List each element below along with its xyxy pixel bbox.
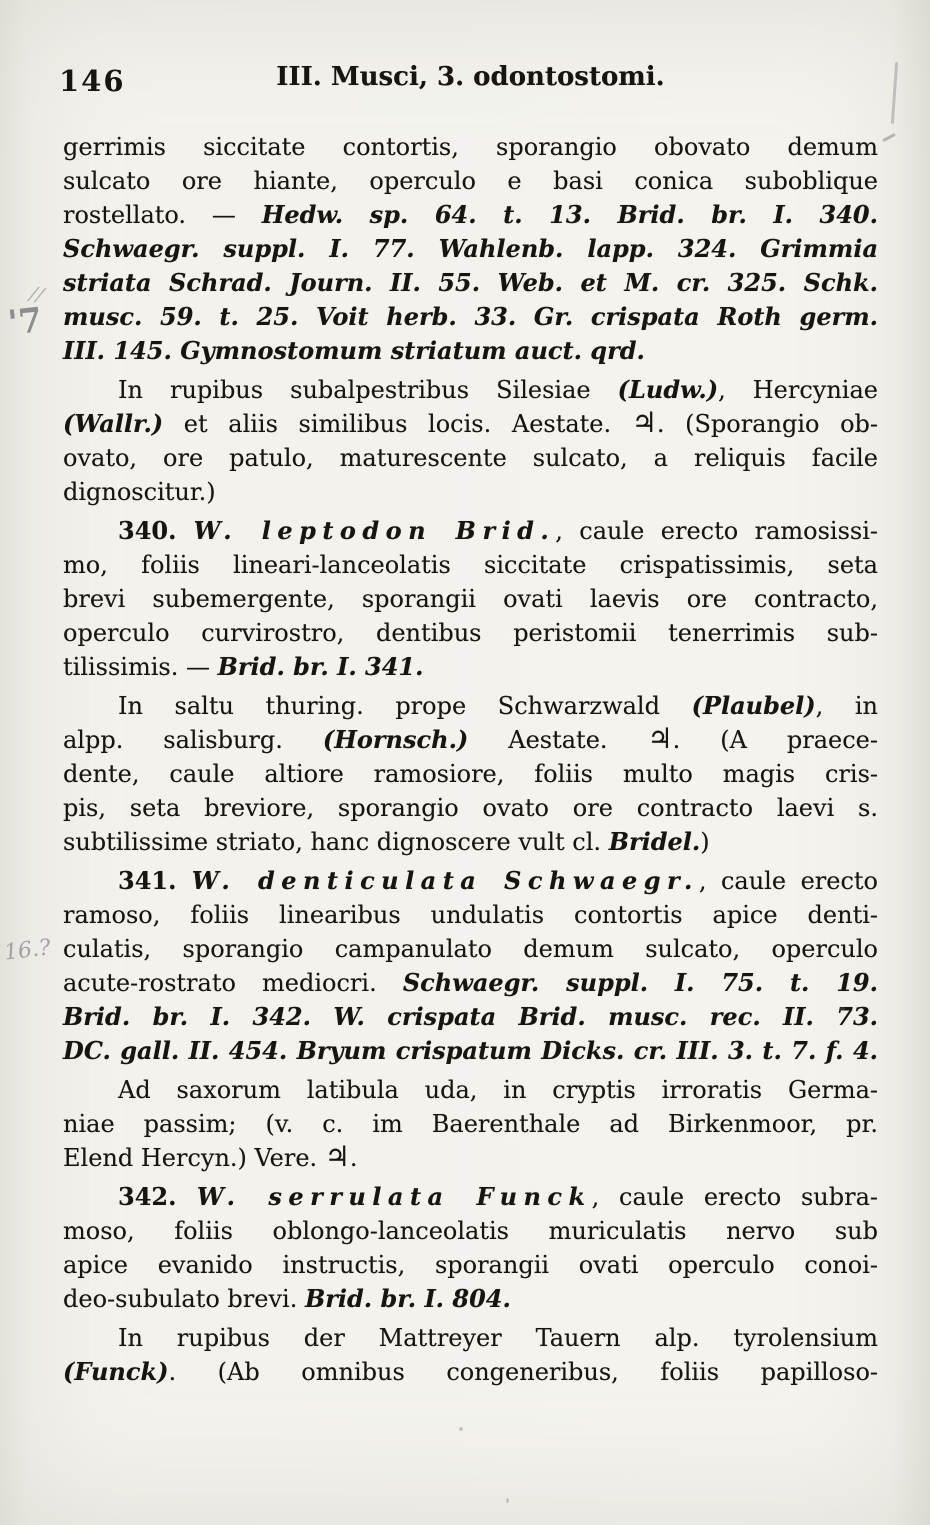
- text-segment: W. denticulata Schwaegr.: [191, 866, 699, 895]
- text-segment: culatis, sporangio campanulato demum sulcato, operculo: [63, 935, 878, 963]
- text-segment: .: [349, 1144, 358, 1172]
- paragraph: [63, 514, 878, 684]
- text-segment: ovato, ore patulo, maturescente sulcato, a reliquis facile: [63, 444, 878, 472]
- perennial-symbol: ♃: [631, 406, 657, 439]
- text-segment: Brid. br. I. 804.: [304, 1284, 511, 1313]
- text-segment: (Plaubel): [691, 691, 816, 720]
- text-segment: In rupibus subalpestribus Silesiae: [118, 376, 618, 404]
- pencil-mark-slashes: //: [27, 280, 46, 308]
- text-segment: subtilissime striato, hanc dignoscere vult cl.: [63, 828, 609, 856]
- text-segment: Bridel.: [608, 827, 701, 856]
- text-segment: . (Sporangio ob-: [656, 410, 879, 438]
- text-segment: mo, foliis lineari-lanceolatis siccitate crispatissimis, seta: [63, 551, 878, 579]
- text-segment: sulcato ore hiante, operculo e basi conica suboblique: [63, 167, 878, 195]
- text-line: [63, 616, 878, 650]
- page-number: 146: [59, 64, 126, 98]
- paragraph: [63, 373, 878, 509]
- text-line: [63, 1214, 878, 1248]
- text-line: [63, 1034, 878, 1068]
- pencil-mark-mid: 16.?: [2, 935, 53, 966]
- text-segment: (Wallr.): [63, 409, 164, 438]
- dust-speck: [506, 1498, 509, 1503]
- text-line: [63, 232, 878, 266]
- text-line: [63, 582, 878, 616]
- text-line: [63, 1000, 878, 1034]
- text-line: [63, 723, 878, 757]
- perennial-symbol: ♃: [324, 1140, 350, 1173]
- text-segment: III. 145. Gymnostomum striatum auct. qrd.: [63, 336, 645, 365]
- text-segment: acute-rostrato mediocri.: [63, 969, 403, 997]
- text-segment: rostellato. —: [63, 201, 262, 229]
- text-segment: , caule erecto subra-: [591, 1183, 878, 1211]
- text-segment: moso, foliis oblongo-lanceolatis muriculatis nervo sub: [63, 1217, 878, 1245]
- text-segment: operculo curvirostro, dentibus peristomii tenerrimis sub-: [63, 619, 878, 647]
- paragraph: [63, 130, 878, 368]
- text-segment: pis, seta breviore, sporangio ovato ore contracto laevi s.: [63, 794, 878, 822]
- paragraph: [63, 689, 878, 859]
- text-line: [63, 898, 878, 932]
- text-line: [63, 1141, 878, 1175]
- paragraph: [63, 1073, 878, 1175]
- text-line: [63, 966, 878, 1000]
- text-line: [63, 1282, 878, 1316]
- text-segment: Schwaegr. suppl. I. 77. Wahlenb. lapp. 324. Grimmia: [63, 234, 878, 263]
- text-line: [63, 1180, 878, 1214]
- text-segment: Schwaegr. suppl. I. 75. t. 19.: [402, 968, 878, 997]
- text-segment: ramoso, foliis linearibus undulatis contortis apice denti-: [63, 901, 878, 929]
- pencil-mark-upper: '7: [6, 300, 45, 344]
- text-line: [63, 1073, 878, 1107]
- text-line: [63, 689, 878, 723]
- text-line: [63, 1355, 878, 1389]
- text-segment: striata Schrad. Journ. II. 55. Web. et M. cr. 325. Schk.: [63, 268, 878, 297]
- text-segment: brevi subemergente, sporangii ovati laevis ore contracto,: [63, 585, 878, 613]
- text-segment: et aliis similibus locis. Aestate.: [163, 410, 632, 438]
- text-line: [63, 791, 878, 825]
- text-line: [63, 373, 878, 407]
- text-segment: Hedw. sp. 64. t. 13. Brid. br. I. 340.: [261, 200, 878, 229]
- text-segment: DC. gall. II. 454. Bryum crispatum Dicks. cr. III. 3. t. 7. f. 4.: [63, 1036, 878, 1065]
- text-segment: . (A praece-: [672, 726, 878, 754]
- text-segment: apice evanido instructis, sporangii ovati operculo conoi-: [63, 1251, 878, 1279]
- text-line: [63, 164, 878, 198]
- running-header: III. Musci, 3. odontostomi.: [276, 62, 665, 92]
- text-line: [63, 864, 878, 898]
- text-line: [63, 757, 878, 791]
- text-line: [63, 825, 878, 859]
- text-line: [63, 198, 878, 232]
- text-segment: 342.: [118, 1182, 197, 1211]
- pencil-tick-right: [882, 133, 896, 142]
- text-segment: In rupibus der Mattreyer Tauern alp. tyrolensium: [118, 1324, 878, 1352]
- text-line: [63, 932, 878, 966]
- page-header: [59, 62, 878, 102]
- dust-speck: [840, 1007, 845, 1011]
- text-segment: gerrimis siccitate contortis, sporangio obovato demum: [63, 133, 878, 161]
- text-segment: Elend Hercyn.) Vere.: [63, 1144, 325, 1172]
- text-segment: dente, caule altiore ramosiore, foliis multo magis cris-: [63, 760, 878, 788]
- text-segment: Ad saxorum latibula uda, in cryptis irroratis Germa-: [118, 1076, 878, 1104]
- text-line: [63, 300, 878, 334]
- text-line: [63, 407, 878, 441]
- text-line: [63, 514, 878, 548]
- text-line: [63, 441, 878, 475]
- text-segment: Brid. br. I. 341.: [217, 652, 424, 681]
- text-segment: deo-subulato brevi.: [63, 1285, 305, 1313]
- text-segment: . (Ab omnibus congeneribus, foliis papilloso-: [168, 1358, 878, 1386]
- text-segment: Aestate.: [468, 726, 648, 754]
- text-line: [63, 650, 878, 684]
- paragraph: [63, 864, 878, 1068]
- paragraph: [63, 1321, 878, 1389]
- text-segment: musc. 59. t. 25. Voit herb. 33. Gr. crispata Roth germ.: [63, 302, 878, 331]
- text-segment: tilissimis. —: [63, 653, 218, 681]
- text-segment: dignoscitur.): [63, 478, 216, 506]
- text-segment: 341.: [118, 866, 192, 895]
- text-line: [63, 548, 878, 582]
- text-line: [63, 1248, 878, 1282]
- text-segment: In saltu thuring. prope Schwarzwald: [118, 692, 692, 720]
- text-segment: W. leptodon Brid.: [193, 516, 556, 545]
- text-segment: (Ludw.): [617, 375, 719, 404]
- text-segment: W. serrulata Funck: [196, 1182, 592, 1211]
- paragraph: [63, 1180, 878, 1316]
- text-line: [63, 130, 878, 164]
- text-segment: alpp. salisburg.: [63, 726, 323, 754]
- text-segment: , in: [815, 692, 878, 720]
- text-segment: (Funck): [63, 1357, 169, 1386]
- text-line: [63, 475, 878, 509]
- text-segment: , Hercyniae: [718, 376, 878, 404]
- perennial-symbol: ♃: [647, 722, 673, 755]
- text-segment: 340.: [118, 516, 194, 545]
- text-segment: , caule erecto: [698, 867, 879, 895]
- text-segment: niae passim; (v. c. im Baerenthale ad Birkenmoor, pr.: [63, 1110, 878, 1138]
- dust-speck: [459, 1427, 463, 1431]
- text-line: [63, 1107, 878, 1141]
- text-block: [63, 130, 878, 1389]
- text-segment: Brid. br. I. 342. W. crispata Brid. musc. rec. II. 73.: [63, 1002, 878, 1031]
- text-segment: ): [700, 828, 710, 856]
- text-segment: (Hornsch.): [322, 725, 469, 754]
- pencil-stroke-right: [891, 62, 898, 124]
- text-line: [63, 334, 878, 368]
- text-line: [63, 1321, 878, 1355]
- text-line: [63, 266, 878, 300]
- text-segment: , caule erecto ramosissi-: [555, 517, 878, 545]
